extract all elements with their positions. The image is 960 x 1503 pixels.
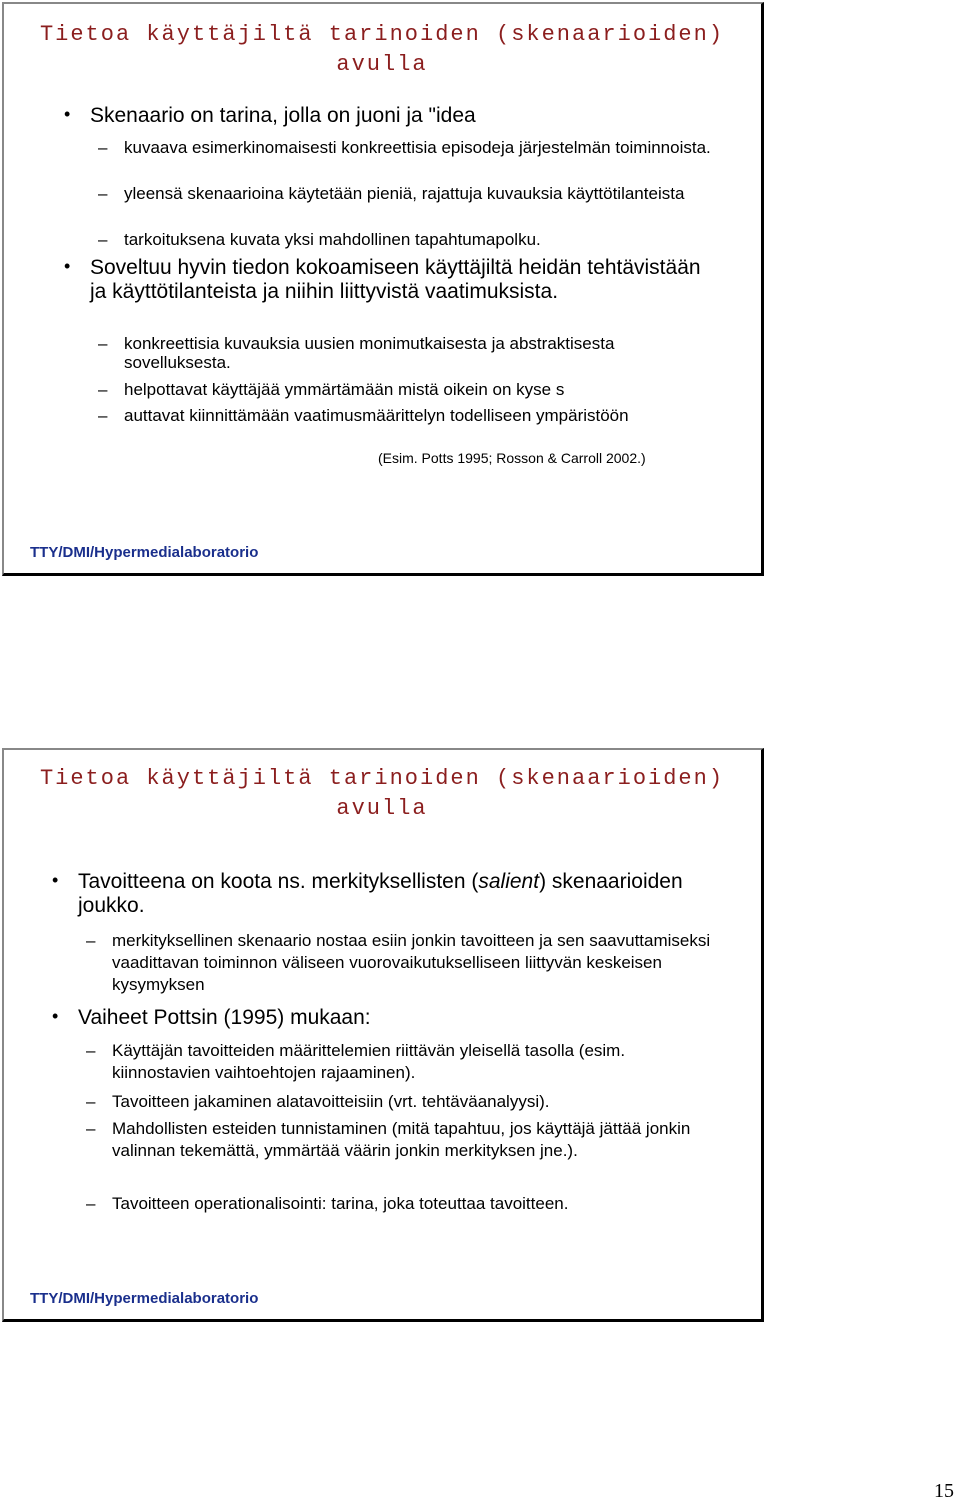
sub-bullet-item: [98, 184, 724, 203]
page-number: 15: [934, 1480, 954, 1502]
bullet-icon: •: [52, 1006, 59, 1026]
sub-bullet-text: Tavoitteen operationalisointi: tarina, joka toteuttaa tavoitteen.: [112, 1194, 569, 1213]
dash-icon: –: [98, 184, 108, 203]
dash-icon: –: [98, 406, 108, 425]
bullet-item: [64, 256, 710, 303]
bullet-text-part: Tavoitteena on koota ns. merkityksellisten (: [78, 870, 479, 893]
bullet-icon: •: [64, 104, 71, 124]
slide-2-title: Tietoa käyttäjiltä tarinoiden (skenaarioiden) avulla: [39, 766, 725, 821]
sub-bullet-text: kuvaava esimerkinomaisesti konkreettisia episodeja järjestelmän toiminnoista.: [124, 138, 711, 157]
dash-icon: –: [86, 1119, 96, 1138]
sub-bullet-text: yleensä skenaarioina käytetään pieniä, rajattuja kuvauksia käyttötilanteista: [124, 184, 685, 203]
sub-bullet-item: [98, 334, 724, 373]
bullet-text-part: ) skenaarioiden joukko.: [78, 870, 683, 917]
bullet-icon: •: [64, 256, 71, 276]
sub-bullet-text: Mahdollisten esteiden tunnistaminen (mitä tapahtuu, jos käyttäjä jättää jonkin valinnan tekemättä, ymmärtää väärin jonkin merkityksen jne.).: [112, 1119, 691, 1160]
sub-bullet-item: [86, 1040, 722, 1084]
sub-bullet-item: [98, 406, 724, 425]
sub-bullet-item: [98, 138, 724, 157]
bullet-item: [52, 870, 718, 917]
bullet-text: Soveltuu hyvin tiedon kokoamiseen käyttäjiltä heidän tehtävistään ja käyttötilanteista ja niihin liittyvistä vaatimuksista.: [90, 256, 701, 303]
slide-1: [2, 2, 764, 576]
dash-icon: –: [98, 334, 108, 353]
dash-icon: –: [98, 230, 108, 249]
sub-bullet-item: [86, 1193, 722, 1215]
bullet-text: Vaiheet Pottsin (1995) mukaan:: [78, 1006, 371, 1029]
sub-bullet-item: [86, 1118, 722, 1162]
sub-bullet-text: auttavat kiinnittämään vaatimusmäärittelyn todelliseen ympäristöön: [124, 406, 629, 425]
source-citation: (Esim. Potts 1995; Rosson & Carroll 2002.): [378, 450, 646, 466]
sub-bullet-text: helpottavat käyttäjää ymmärtämään mistä oikein on kyse s: [124, 380, 565, 399]
slide-2-footer: TTY/DMI/Hypermedialaboratorio: [30, 1290, 259, 1307]
sub-bullet-item: [86, 930, 722, 995]
bullet-item: [64, 104, 710, 128]
sub-bullet-item: [86, 1091, 722, 1113]
sub-bullet-text: Tavoitteen jakaminen alatavoitteisiin (vrt. tehtäväanalyysi).: [112, 1092, 550, 1111]
sub-bullet-text: merkityksellinen skenaario nostaa esiin jonkin tavoitteen ja sen saavuttamiseksi vaadittavan toiminnon väliseen vuorovaikutukselliseen liittyvän keskeisen kysymyksen: [112, 931, 711, 994]
dash-icon: –: [98, 138, 108, 157]
slide-1-footer: TTY/DMI/Hypermedialaboratorio: [30, 544, 259, 561]
bullet-text: Skenaario on tarina, jolla on juoni ja "idea: [90, 104, 476, 127]
dash-icon: –: [86, 1041, 96, 1060]
bullet-item: [52, 1006, 718, 1030]
sub-bullet-text: tarkoituksena kuvata yksi mahdollinen tapahtumapolku.: [124, 230, 541, 249]
slide-2: [2, 748, 764, 1322]
dash-icon: –: [98, 380, 108, 399]
sub-bullet-text: konkreettisia kuvauksia uusien monimutkaisesta ja abstraktisesta sovelluksesta.: [124, 334, 615, 373]
dash-icon: –: [86, 1092, 96, 1111]
sub-bullet-item: [98, 230, 724, 249]
dash-icon: –: [86, 931, 96, 950]
bullet-text-italic: salient: [478, 870, 540, 893]
sub-bullet-text: Käyttäjän tavoitteiden määrittelemien riittävän yleisellä tasolla (esim. kiinnostavien vaihtoehtojen rajaaminen).: [112, 1041, 626, 1082]
dash-icon: –: [86, 1194, 96, 1213]
slide-1-title: Tietoa käyttäjiltä tarinoiden (skenaarioiden) avulla: [39, 22, 725, 77]
sub-bullet-item: [98, 380, 724, 399]
bullet-icon: •: [52, 870, 59, 890]
